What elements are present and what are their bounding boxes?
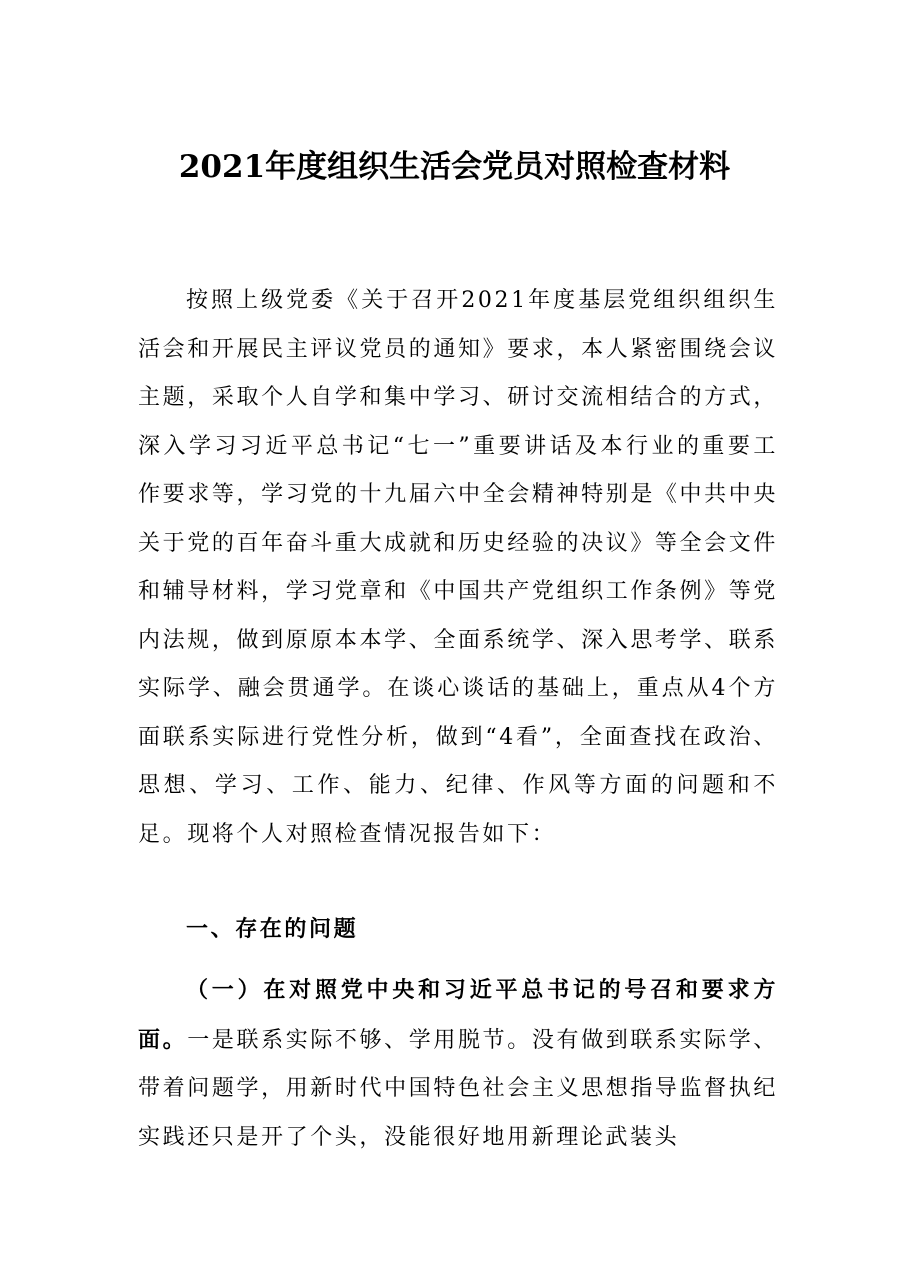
subsection-paragraph: [138, 966, 778, 1162]
subsection-text: 一是联系实际不够、学用脱节。没有做到联系实际学、带着问题学，用新时代中国特色社会主义思想指导监督执纪实践还只是开了个头，没能很好地用新理论武装头: [138, 1027, 778, 1150]
document-title: 2021年度组织生活会党员对照检查材料: [178, 149, 731, 185]
section-heading: 一、存在的问题: [186, 916, 359, 942]
intro-paragraph: 按照上级党委《关于召开2021年度基层党组织组织生活会和开展民主评议党员的通知》要求，本人紧密围绕会议主题，采取个人自学和集中学习、研讨交流相结合的方式，深入学习习近平总书记“七一”重要讲话及本行业的重要工作要求等，学习党的十九届六中全会精神特别是《中共中央关于党的百年奋斗重大成就和历史经验的决议》等全会文件和辅导材料，学习党章和《中国共产党组织工作条例》等党内法规，做到原原本本学、全面系统学、深入思考学、联系实际学、融会贯通学。在谈心谈话的基础上，重点从4个方面联系实际进行党性分析，做到“4看”，全面查找在政治、思想、学习、工作、能力、纪律、作风等方面的问题和不足。现将个人对照检查情况报告如下：: [138, 288, 778, 847]
subsection-heading: （一）在对照党中央和习近平总书记的号召和要求方面。: [138, 977, 778, 1053]
